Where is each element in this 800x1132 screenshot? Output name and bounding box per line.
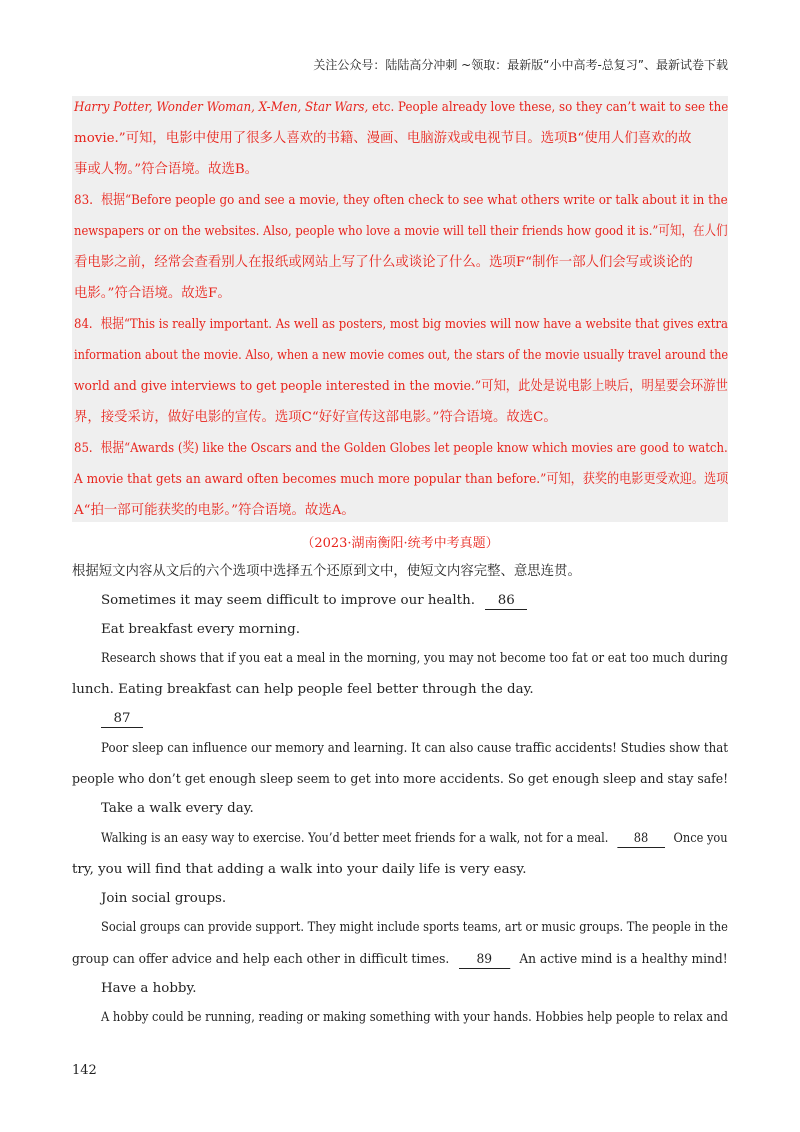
passage-heading: Have a hobby. — [101, 981, 197, 996]
answer-line: movie.”可知，电影中使用了很多人喜欢的书籍、漫画、电脑游戏或电视节目。选项B“使用人们喜欢的故 — [74, 131, 692, 146]
blank-86[interactable]: 86 — [485, 593, 527, 610]
passage-heading: Take a walk every day. — [101, 801, 254, 816]
blank-88[interactable]: 88 — [617, 831, 665, 848]
passage-text: Once you — [673, 831, 728, 846]
answer-line: world and give interviews to get people interested in the movie.”可知，此处是说电影上映后，明星要会环游世 — [74, 379, 728, 394]
answer-line: A movie that gets an award often becomes much more popular than before.”可知，获奖的电影更受欢迎。选项 — [74, 472, 729, 487]
passage-text: Walking is an easy way to exercise. You’d better meet friends for a walk, not for a meal. — [101, 831, 609, 846]
answer-line: 界，接受采访，做好电影的宣传。选项C“好好宣传这部电影。”符合语境。故选C。 — [74, 410, 557, 425]
passage-paragraph — [101, 591, 527, 611]
question-source: （2023·湖南衡阳·统考中考真题） — [301, 536, 499, 551]
page-number: 142 — [72, 1063, 97, 1078]
blank-87[interactable]: 87 — [101, 711, 143, 728]
passage-heading: Eat breakfast every morning. — [101, 622, 300, 637]
passage-paragraph: Research shows that if you eat a meal in the morning, you may not become too fat or eat too much during — [101, 651, 728, 666]
answer-explanation-block — [72, 96, 728, 522]
answer-line — [74, 98, 728, 118]
answer-line: A“拍一部可能获奖的电影。”符合语境。故选A。 — [74, 503, 355, 518]
blank-89[interactable]: 89 — [459, 952, 510, 969]
passage-paragraph: lunch. Eating breakfast can help people feel better through the day. — [72, 682, 534, 697]
passage-paragraph: Poor sleep can influence our memory and learning. It can also cause traffic accidents! Studies show that — [101, 741, 729, 756]
passage-text: An active mind is a healthy mind! — [519, 952, 728, 967]
answer-line: 事或人物。”符合语境。故选B。 — [74, 162, 259, 177]
passage-text: group can offer advice and help each other in difficult times. — [72, 952, 450, 967]
passage-heading: Join social groups. — [101, 891, 227, 906]
page-header: 关注公众号：陆陆高分冲刺 ~领取：最新版“小中高考-总复习”、最新试卷下载 — [313, 58, 728, 72]
passage-text: Sometimes it may seem difficult to improve our health. — [101, 593, 475, 608]
answer-83-line: 83．根据“Before people go and see a movie, they often check to see what others write or talk about it in the — [74, 193, 728, 208]
answer-line: 看电影之前，经常会查看别人在报纸或网站上写了什么或谈论了什么。选项F“制作一部人们会写或谈论的 — [74, 255, 693, 270]
instruction: 根据短文内容从文后的六个选项中选择五个还原到文中，使短文内容完整、意思连贯。 — [72, 564, 581, 579]
answer-84-line: 84．根据“This is really important. As well as posters, most big movies will now have a website that gives extra — [74, 317, 728, 332]
movie-titles: Harry Potter, Wonder Woman, X-Men, Star Wars, — [74, 100, 369, 115]
passage-paragraph: Social groups can provide support. They might include sports teams, art or music groups. The people in the — [101, 920, 728, 935]
passage-paragraph: try, you will find that adding a walk into your daily life is very easy. — [72, 862, 527, 877]
answer-line: newspapers or on the websites. Also, people who love a movie will tell their friends how good it is.”可知，在人们 — [74, 224, 728, 239]
passage-paragraph: A hobby could be running, reading or making something with your hands. Hobbies help people to relax and — [101, 1010, 728, 1025]
answer-85-line: 85．根据“Awards (奖) like the Oscars and the Golden Globes let people know which movies are good to watch. — [74, 441, 728, 456]
passage-paragraph: people who don’t get enough sleep seem to get into more accidents. So get enough sleep and stay safe! — [72, 772, 729, 787]
passage-paragraph — [101, 709, 143, 729]
passage-paragraph — [101, 829, 728, 849]
passage-paragraph — [72, 950, 728, 970]
answer-text: etc. People already love these, so they can’t wait to see the — [368, 100, 729, 115]
answer-line: 电影。”符合语境。故选F。 — [74, 286, 231, 301]
answer-line: information about the movie. Also, when a new movie comes out, the stars of the movie usually travel around the — [74, 348, 729, 363]
